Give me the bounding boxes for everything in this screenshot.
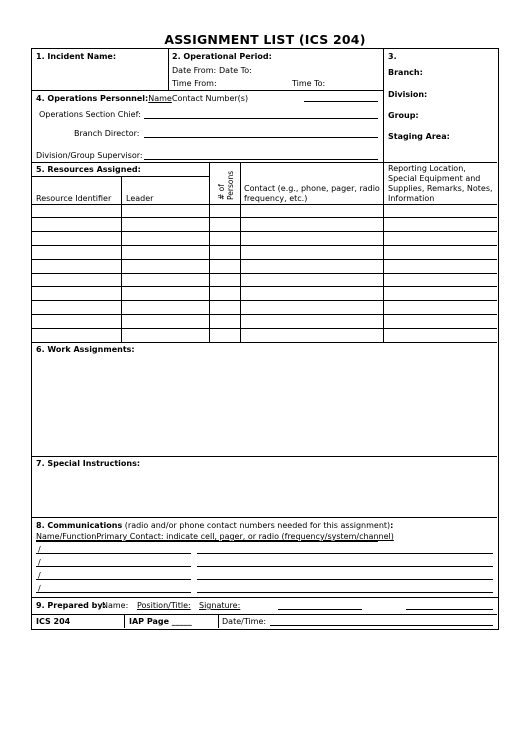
resources-assigned-label: 5. Resources Assigned:	[36, 165, 141, 174]
table-row[interactable]	[31, 259, 497, 260]
comm-contact-line[interactable]	[197, 592, 493, 593]
comm-slash: /	[38, 545, 41, 554]
comm-primary-contact: Primary Contact: indicate cell, pager, or radio (frequency/system/channel)	[96, 532, 394, 541]
comm-name-line[interactable]	[36, 566, 191, 567]
operations-personnel-label: 4. Operations Personnel:	[36, 94, 149, 103]
table-row[interactable]	[31, 286, 497, 287]
footer-ics-label: ICS 204	[36, 617, 71, 626]
footer-datetime-label: Date/Time:	[222, 617, 267, 626]
reporting-header-line1: Reporting Location,	[388, 164, 466, 173]
special-instructions-area[interactable]	[32, 471, 496, 516]
comm-contact-line[interactable]	[197, 566, 493, 567]
incident-name-label: 1. Incident Name:	[36, 52, 117, 61]
table-row[interactable]	[31, 328, 497, 329]
table-row[interactable]	[31, 300, 497, 301]
prepared-signature-label: Signature:	[199, 601, 241, 610]
table-row[interactable]	[31, 231, 497, 232]
prepared-position-label: Position/Title:	[137, 601, 191, 610]
branch-label: Branch:	[388, 68, 423, 77]
div-group-supervisor-line[interactable]	[144, 159, 378, 160]
resource-identifier-header: Resource Identifier	[36, 194, 112, 203]
communications-label: 8. Communications	[36, 521, 123, 530]
prepared-signature-line[interactable]	[406, 609, 493, 610]
contact-header-line1: Contact (e.g., phone, pager, radio	[244, 184, 380, 193]
time-from-label: Time From:	[172, 79, 217, 88]
communications-heading	[36, 521, 393, 531]
ops-section-chief-line[interactable]	[144, 118, 378, 119]
prepared-name-label: Name:	[102, 601, 129, 610]
date-from-label: Date From:	[172, 66, 217, 75]
reporting-header-line2: Special Equipment and	[388, 174, 481, 183]
num-persons-line1: # of	[217, 184, 226, 200]
date-to-label: Date To:	[219, 66, 252, 75]
branch-director-label: Branch Director:	[74, 129, 140, 138]
form-title: ASSIGNMENT LIST (ICS 204)	[164, 32, 366, 47]
table-row[interactable]	[31, 314, 497, 315]
comm-slash: /	[38, 584, 41, 593]
num-persons-header	[217, 171, 235, 200]
prepared-by-label: 9. Prepared by:	[36, 601, 106, 610]
reporting-header-line4: Information	[388, 194, 435, 203]
table-row[interactable]	[31, 273, 497, 274]
comm-name-line[interactable]	[36, 579, 191, 580]
comm-contact-line[interactable]	[197, 579, 493, 580]
contact-numbers-label: Contact Number(s)	[171, 94, 249, 103]
leader-header: Leader	[126, 194, 154, 203]
comm-name-function: Name/Function	[36, 532, 97, 541]
group-label: Group:	[388, 111, 419, 120]
work-assignments-label: 6. Work Assignments:	[36, 345, 135, 354]
name-column-label: Name	[148, 94, 172, 103]
footer-iap-page: IAP Page _____	[129, 617, 192, 626]
communications-colon: :	[390, 521, 394, 530]
comm-slash: /	[38, 558, 41, 567]
time-to-label: Time To:	[292, 79, 326, 88]
contact-number-line[interactable]	[304, 101, 378, 102]
table-row[interactable]	[31, 217, 497, 218]
num-persons-line2: Persons	[226, 170, 235, 200]
staging-area-label: Staging Area:	[388, 132, 450, 141]
contact-header-line2: frequency, etc.)	[244, 194, 308, 203]
operational-period-label: 2. Operational Period:	[172, 52, 272, 61]
footer-datetime-line[interactable]	[270, 625, 493, 626]
div-group-supervisor-label: Division/Group Supervisor:	[36, 151, 143, 160]
comm-slash: /	[38, 571, 41, 580]
comm-name-line[interactable]	[36, 553, 191, 554]
comm-name-line[interactable]	[36, 592, 191, 593]
special-instructions-label: 7. Special Instructions:	[36, 459, 141, 468]
division-label: Division:	[388, 90, 428, 99]
work-assignments-area[interactable]	[32, 357, 496, 455]
table-row[interactable]	[31, 245, 497, 246]
prepared-position-line[interactable]	[278, 609, 362, 610]
branch-director-line[interactable]	[144, 137, 378, 138]
comm-contact-line[interactable]	[197, 553, 493, 554]
reporting-header-line3: Supplies, Remarks, Notes,	[388, 184, 493, 193]
operations-personnel-heading	[36, 94, 248, 104]
section-3-label: 3.	[388, 52, 397, 61]
ops-section-chief-label: Operations Section Chief:	[39, 110, 141, 119]
communications-note: (radio and/or phone contact numbers needed for this assignment)	[124, 521, 391, 530]
